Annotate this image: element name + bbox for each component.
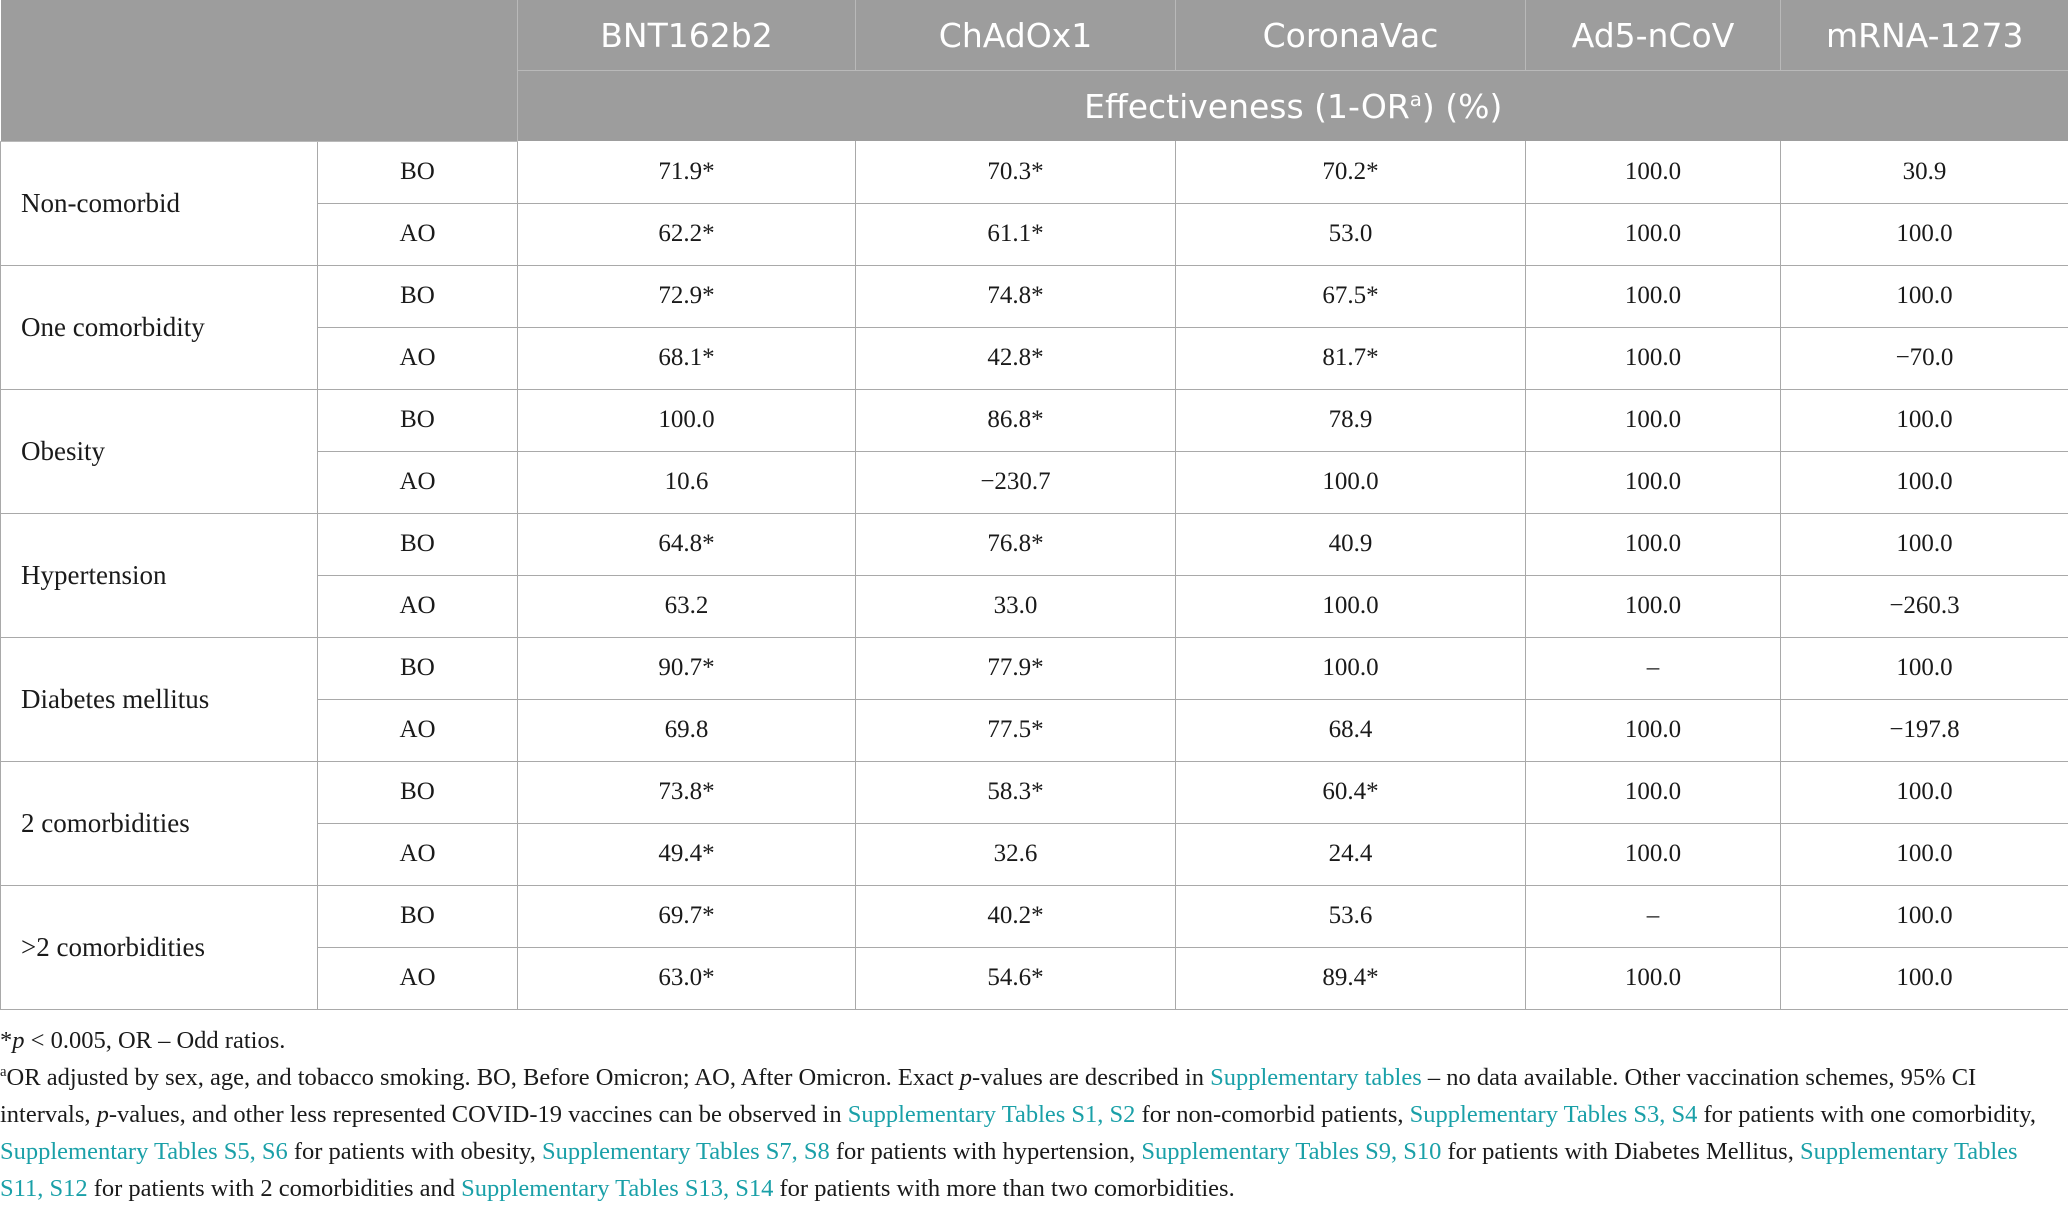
value-cell: 100.0 <box>1781 885 2068 947</box>
group-label: One comorbidity <box>1 265 318 389</box>
value-cell: 100.0 <box>1526 513 1781 575</box>
value-cell: 33.0 <box>856 575 1176 637</box>
value-cell: 77.9* <box>856 637 1176 699</box>
value-cell: 67.5* <box>1176 265 1526 327</box>
group-label: Diabetes mellitus <box>1 637 318 761</box>
value-cell: 77.5* <box>856 699 1176 761</box>
table-row <box>1 389 2068 451</box>
value-cell: 100.0 <box>1176 451 1526 513</box>
supplementary-s11-s12-link[interactable]: Supplementary Tables S11, S12 <box>0 1138 2018 1202</box>
value-cell: 10.6 <box>518 451 856 513</box>
value-cell: 69.8 <box>518 699 856 761</box>
table-body <box>1 141 2068 1009</box>
value-cell: 100.0 <box>1526 203 1781 265</box>
value-cell: 32.6 <box>856 823 1176 885</box>
value-cell: 100.0 <box>1781 947 2068 1009</box>
value-cell: 78.9 <box>1176 389 1526 451</box>
period-label: BO <box>318 513 518 575</box>
value-cell: 69.7* <box>518 885 856 947</box>
header-blank-cell <box>1 0 518 141</box>
period-label: BO <box>318 761 518 823</box>
period-label: AO <box>318 203 518 265</box>
value-cell: 100.0 <box>1781 265 2068 327</box>
supplementary-s13-s14-link[interactable]: Supplementary Tables S13, S14 <box>461 1175 774 1202</box>
value-cell: 70.3* <box>856 141 1176 203</box>
period-label: BO <box>318 141 518 203</box>
period-label: AO <box>318 327 518 389</box>
value-cell: 68.4 <box>1176 699 1526 761</box>
value-cell: 70.2* <box>1176 141 1526 203</box>
group-label: >2 comorbidities <box>1 885 318 1009</box>
value-cell: 53.0 <box>1176 203 1526 265</box>
value-cell: 100.0 <box>1781 203 2068 265</box>
value-cell: 90.7* <box>518 637 856 699</box>
value-cell: 100.0 <box>1781 389 2068 451</box>
table-row <box>1 761 2068 823</box>
value-cell: 86.8* <box>856 389 1176 451</box>
value-cell: −70.0 <box>1781 327 2068 389</box>
supplementary-tables-link[interactable]: Supplementary tables <box>1210 1064 1422 1091</box>
supplementary-s3-s4-link[interactable]: Supplementary Tables S3, S4 <box>1409 1101 1698 1128</box>
value-cell: 40.2* <box>856 885 1176 947</box>
value-cell: 30.9 <box>1781 141 2068 203</box>
value-cell: 100.0 <box>1781 823 2068 885</box>
value-cell: 100.0 <box>1781 513 2068 575</box>
supplementary-s7-s8-link[interactable]: Supplementary Tables S7, S8 <box>542 1138 830 1165</box>
value-cell: – <box>1526 637 1781 699</box>
supplementary-s1-s2-link[interactable]: Supplementary Tables S1, S2 <box>847 1101 1136 1128</box>
footnote-significance: *p < 0.005, OR – Odd ratios. <box>0 1027 286 1054</box>
value-cell: 53.6 <box>1176 885 1526 947</box>
value-cell: 100.0 <box>1526 389 1781 451</box>
supplementary-s9-s10-link[interactable]: Supplementary Tables S9, S10 <box>1141 1138 1442 1165</box>
value-cell: 40.9 <box>1176 513 1526 575</box>
value-cell: 62.2* <box>518 203 856 265</box>
value-cell: 73.8* <box>518 761 856 823</box>
value-cell: 100.0 <box>1526 327 1781 389</box>
vaccine-header: mRNA-1273 <box>1781 0 2068 71</box>
value-cell: 100.0 <box>1176 637 1526 699</box>
value-cell: 63.2 <box>518 575 856 637</box>
value-cell: 100.0 <box>1526 947 1781 1009</box>
value-cell: 89.4* <box>1176 947 1526 1009</box>
supplementary-s5-s6-link[interactable]: Supplementary Tables S5, S6 <box>0 1138 288 1165</box>
value-cell: 100.0 <box>1526 699 1781 761</box>
value-cell: 100.0 <box>1526 823 1781 885</box>
value-cell: 100.0 <box>1526 451 1781 513</box>
value-cell: 71.9* <box>518 141 856 203</box>
period-label: BO <box>318 637 518 699</box>
period-label: BO <box>318 265 518 327</box>
value-cell: 64.8* <box>518 513 856 575</box>
value-cell: −197.8 <box>1781 699 2068 761</box>
table-row <box>1 265 2068 327</box>
value-cell: 100.0 <box>1781 637 2068 699</box>
period-label: BO <box>318 885 518 947</box>
table-footnotes <box>0 1022 2060 1207</box>
period-label: BO <box>318 389 518 451</box>
group-label: Non-comorbid <box>1 141 318 265</box>
value-cell: 100.0 <box>1781 451 2068 513</box>
table-row <box>1 513 2068 575</box>
value-cell: 24.4 <box>1176 823 1526 885</box>
value-cell: 68.1* <box>518 327 856 389</box>
value-cell: −260.3 <box>1781 575 2068 637</box>
period-label: AO <box>318 947 518 1009</box>
value-cell: 76.8* <box>856 513 1176 575</box>
table-row <box>1 141 2068 203</box>
table-row <box>1 637 2068 699</box>
value-cell: 100.0 <box>1781 761 2068 823</box>
period-label: AO <box>318 451 518 513</box>
value-cell: 63.0* <box>518 947 856 1009</box>
value-cell: 54.6* <box>856 947 1176 1009</box>
value-cell: 100.0 <box>1526 265 1781 327</box>
group-label: Obesity <box>1 389 318 513</box>
period-label: AO <box>318 699 518 761</box>
value-cell: 81.7* <box>1176 327 1526 389</box>
value-cell: 100.0 <box>1526 761 1781 823</box>
value-cell: 100.0 <box>518 389 856 451</box>
vaccine-header-row <box>1 0 2068 71</box>
vaccine-header: Ad5-nCoV <box>1526 0 1781 71</box>
value-cell: 58.3* <box>856 761 1176 823</box>
value-cell: 100.0 <box>1526 575 1781 637</box>
value-cell: – <box>1526 885 1781 947</box>
vaccine-header: CoronaVac <box>1176 0 1526 71</box>
vaccine-header: BNT162b2 <box>518 0 856 71</box>
vaccine-header: ChAdOx1 <box>856 0 1176 71</box>
value-cell: −230.7 <box>856 451 1176 513</box>
value-cell: 74.8* <box>856 265 1176 327</box>
value-cell: 72.9* <box>518 265 856 327</box>
value-cell: 60.4* <box>1176 761 1526 823</box>
value-cell: 42.8* <box>856 327 1176 389</box>
period-label: AO <box>318 823 518 885</box>
value-cell: 61.1* <box>856 203 1176 265</box>
effectiveness-header: Effectiveness $(1-OR^a)$ (%) <box>518 71 2068 142</box>
group-label: Hypertension <box>1 513 318 637</box>
table-row <box>1 885 2068 947</box>
footnote-adjustment: $^a$OR adjusted by sex, age, and tobacco smoking. BO, Before Omicron; AO, After Omicron. Exact p-values are described in Supplementary tables – no data available. Other vaccination schemes, 95% CI intervals, p-values, and other less represented COVID-19 vaccines can be observed in Supplementary Tables S1, S2 for non-comorbid patients, Supplementary Tables S3, S4 for patients with one comorbidity, Supplementary Tables S5, S6 for patients with obesity, Supplementary Tables S7, S8 for patients with hypertension, Supplementary Tables S9, S10 for patients with Diabetes Mellitus, Supplementary Tables S11, S12 for patients with 2 comorbidities and Supplementary Tables S13, S14 for patients with more than two comorbidities. <box>0 1063 2036 1202</box>
value-cell: 49.4* <box>518 823 856 885</box>
period-label: AO <box>318 575 518 637</box>
value-cell: 100.0 <box>1526 141 1781 203</box>
group-label: 2 comorbidities <box>1 761 318 885</box>
value-cell: 100.0 <box>1176 575 1526 637</box>
